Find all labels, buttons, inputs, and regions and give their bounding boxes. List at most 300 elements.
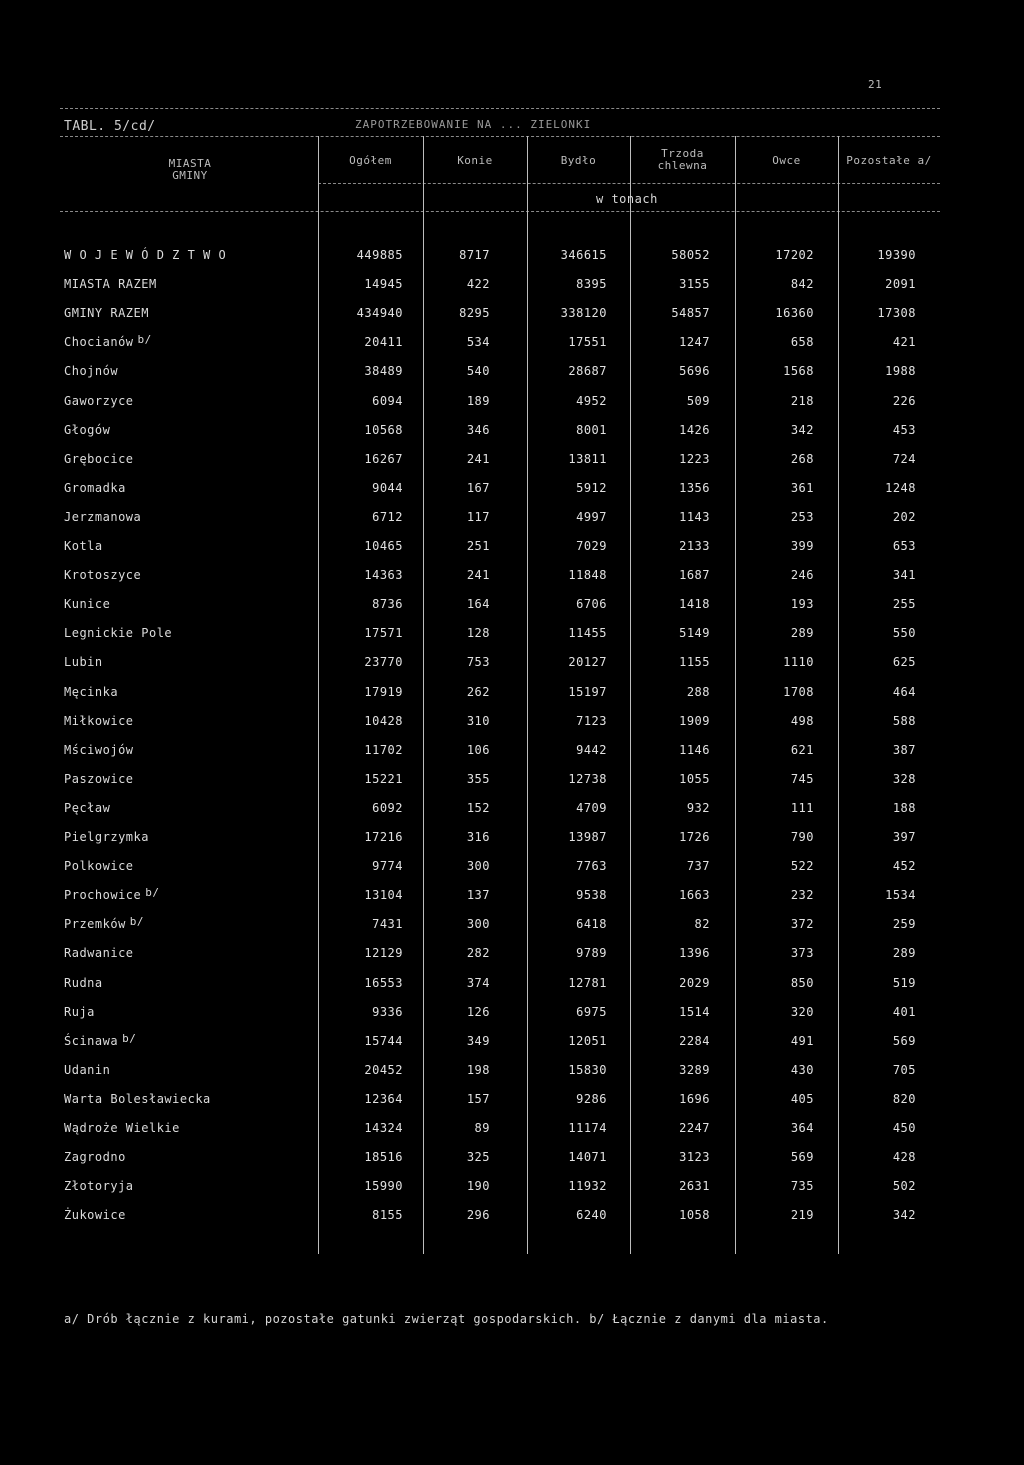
cell-value: 288 bbox=[686, 685, 710, 699]
row-name bbox=[64, 1208, 126, 1222]
cell-value: 534 bbox=[466, 335, 490, 349]
cell-value: 361 bbox=[790, 481, 814, 495]
table-row bbox=[0, 1121, 1024, 1141]
cell-value: 17308 bbox=[877, 306, 916, 320]
row-name bbox=[64, 714, 134, 728]
cell-value: 405 bbox=[790, 1092, 814, 1106]
row-name-text: Kunice bbox=[64, 597, 111, 611]
cell-value: 226 bbox=[892, 394, 916, 408]
table-row bbox=[0, 917, 1024, 937]
table-row bbox=[0, 423, 1024, 443]
cell-value: 11455 bbox=[568, 626, 607, 640]
table-row bbox=[0, 452, 1024, 472]
cell-value: 509 bbox=[686, 394, 710, 408]
column-header-sheep: Owce bbox=[772, 154, 801, 167]
cell-value: 16360 bbox=[775, 306, 814, 320]
cell-value: 58052 bbox=[671, 248, 710, 262]
cell-value: 1223 bbox=[679, 452, 710, 466]
row-name bbox=[64, 1034, 136, 1048]
footnote-mark: b/ bbox=[137, 333, 152, 346]
cell-value: 54857 bbox=[671, 306, 710, 320]
cell-value: 268 bbox=[790, 452, 814, 466]
cell-value: 10465 bbox=[364, 539, 403, 553]
row-name-text: Wądroże Wielkie bbox=[64, 1121, 180, 1135]
cell-value: 255 bbox=[892, 597, 916, 611]
cell-value: 653 bbox=[892, 539, 916, 553]
row-name bbox=[64, 859, 134, 873]
cell-value: 17216 bbox=[364, 830, 403, 844]
cell-value: 1396 bbox=[679, 946, 710, 960]
footnote-mark: b/ bbox=[122, 1032, 137, 1045]
row-name bbox=[64, 510, 141, 524]
row-name bbox=[64, 568, 141, 582]
footnote: a/ Drób łącznie z kurami, pozostałe gatunki zwierząt gospodarskich. b/ Łącznie z danymi dla miasta. bbox=[64, 1312, 829, 1326]
column-header-pigs: Trzoda chlewna bbox=[657, 147, 708, 172]
cell-value: 1426 bbox=[679, 423, 710, 437]
cell-value: 12129 bbox=[364, 946, 403, 960]
cell-value: 374 bbox=[466, 976, 490, 990]
table-row bbox=[0, 277, 1024, 297]
cell-value: 9538 bbox=[576, 888, 607, 902]
cell-value: 137 bbox=[466, 888, 490, 902]
row-name-text: Przemków bbox=[64, 917, 126, 931]
cell-value: 296 bbox=[466, 1208, 490, 1222]
table-row bbox=[0, 568, 1024, 588]
cell-value: 1418 bbox=[679, 597, 710, 611]
cell-value: 1514 bbox=[679, 1005, 710, 1019]
cell-value: 6094 bbox=[372, 394, 403, 408]
cell-value: 6240 bbox=[576, 1208, 607, 1222]
row-name bbox=[64, 1150, 126, 1164]
cell-value: 450 bbox=[892, 1121, 916, 1135]
cell-value: 232 bbox=[790, 888, 814, 902]
cell-value: 14945 bbox=[364, 277, 403, 291]
cell-value: 246 bbox=[790, 568, 814, 582]
row-name bbox=[64, 946, 134, 960]
cell-value: 8295 bbox=[459, 306, 490, 320]
cell-value: 1534 bbox=[885, 888, 916, 902]
cell-value: 569 bbox=[790, 1150, 814, 1164]
cell-value: 1155 bbox=[679, 655, 710, 669]
cell-value: 152 bbox=[466, 801, 490, 815]
cell-value: 346615 bbox=[560, 248, 607, 262]
row-name-text: Chojnów bbox=[64, 364, 119, 378]
cell-value: 4997 bbox=[576, 510, 607, 524]
cell-value: 13811 bbox=[568, 452, 607, 466]
cell-value: 9442 bbox=[576, 743, 607, 757]
cell-value: 502 bbox=[892, 1179, 916, 1193]
row-name-text: Chocianów bbox=[64, 335, 134, 349]
cell-value: 372 bbox=[790, 917, 814, 931]
cell-value: 753 bbox=[466, 655, 490, 669]
row-name bbox=[64, 1179, 134, 1193]
cell-value: 12051 bbox=[568, 1034, 607, 1048]
row-name bbox=[64, 743, 134, 757]
cell-value: 9789 bbox=[576, 946, 607, 960]
column-header-other: Pozostałe a/ bbox=[846, 154, 932, 167]
cell-value: 316 bbox=[466, 830, 490, 844]
cell-value: 128 bbox=[466, 626, 490, 640]
cell-value: 464 bbox=[892, 685, 916, 699]
cell-value: 289 bbox=[790, 626, 814, 640]
row-name-text: Pielgrzymka bbox=[64, 830, 149, 844]
cell-value: 38489 bbox=[364, 364, 403, 378]
table-row bbox=[0, 510, 1024, 530]
cell-value: 4952 bbox=[576, 394, 607, 408]
table-row bbox=[0, 335, 1024, 355]
cell-value: 14071 bbox=[568, 1150, 607, 1164]
table-row bbox=[0, 859, 1024, 879]
row-name-text: Mściwojów bbox=[64, 743, 134, 757]
cell-value: 1143 bbox=[679, 510, 710, 524]
cell-value: 167 bbox=[466, 481, 490, 495]
row-name bbox=[64, 248, 226, 262]
cell-value: 5912 bbox=[576, 481, 607, 495]
cell-value: 1568 bbox=[783, 364, 814, 378]
cell-value: 850 bbox=[790, 976, 814, 990]
cell-value: 1058 bbox=[679, 1208, 710, 1222]
cell-value: 16553 bbox=[364, 976, 403, 990]
cell-value: 190 bbox=[466, 1179, 490, 1193]
cell-value: 8717 bbox=[459, 248, 490, 262]
cell-value: 219 bbox=[790, 1208, 814, 1222]
table-row bbox=[0, 1092, 1024, 1112]
table-row bbox=[0, 1005, 1024, 1025]
header-bottom-rule bbox=[60, 211, 940, 212]
row-name-text: Krotoszyce bbox=[64, 568, 142, 582]
row-name-text: Zagrodno bbox=[64, 1150, 126, 1164]
cell-value: 421 bbox=[892, 335, 916, 349]
cell-value: 449885 bbox=[356, 248, 403, 262]
row-name-text: Udanin bbox=[64, 1063, 111, 1077]
top-rule bbox=[60, 108, 940, 109]
cell-value: 452 bbox=[892, 859, 916, 873]
row-name bbox=[64, 1092, 211, 1106]
row-name bbox=[64, 976, 103, 990]
cell-value: 1708 bbox=[783, 685, 814, 699]
cell-value: 23770 bbox=[364, 655, 403, 669]
row-name bbox=[64, 1063, 110, 1077]
cell-value: 1055 bbox=[679, 772, 710, 786]
cell-value: 342 bbox=[790, 423, 814, 437]
table-row bbox=[0, 1208, 1024, 1228]
cell-value: 364 bbox=[790, 1121, 814, 1135]
cell-value: 540 bbox=[466, 364, 490, 378]
cell-value: 7763 bbox=[576, 859, 607, 873]
table-row bbox=[0, 626, 1024, 646]
cell-value: 111 bbox=[790, 801, 814, 815]
row-name-text: Miłkowice bbox=[64, 714, 134, 728]
cell-value: 2631 bbox=[679, 1179, 710, 1193]
table-title: ZAPOTRZEBOWANIE NA ... ZIELONKI bbox=[355, 118, 592, 131]
cell-value: 2247 bbox=[679, 1121, 710, 1135]
row-name bbox=[64, 597, 110, 611]
row-name-text: Jerzmanowa bbox=[64, 510, 142, 524]
cell-value: 300 bbox=[466, 859, 490, 873]
cell-value: 251 bbox=[466, 539, 490, 553]
cell-value: 188 bbox=[892, 801, 916, 815]
cell-value: 282 bbox=[466, 946, 490, 960]
cell-value: 625 bbox=[892, 655, 916, 669]
cell-value: 491 bbox=[790, 1034, 814, 1048]
cell-value: 8736 bbox=[372, 597, 403, 611]
cell-value: 253 bbox=[790, 510, 814, 524]
row-name bbox=[64, 277, 157, 291]
cell-value: 6975 bbox=[576, 1005, 607, 1019]
table-row bbox=[0, 743, 1024, 763]
cell-value: 189 bbox=[466, 394, 490, 408]
cell-value: 126 bbox=[466, 1005, 490, 1019]
cell-value: 341 bbox=[892, 568, 916, 582]
cell-value: 12738 bbox=[568, 772, 607, 786]
cell-value: 15990 bbox=[364, 1179, 403, 1193]
cell-value: 737 bbox=[686, 859, 710, 873]
table-label: TABL. 5/cd/ bbox=[64, 119, 156, 134]
cell-value: 3289 bbox=[679, 1063, 710, 1077]
row-name-text: Grębocice bbox=[64, 452, 134, 466]
row-name bbox=[64, 801, 110, 815]
cell-value: 241 bbox=[466, 452, 490, 466]
cell-value: 9044 bbox=[372, 481, 403, 495]
cell-value: 2091 bbox=[885, 277, 916, 291]
table-row bbox=[0, 830, 1024, 850]
cell-value: 519 bbox=[892, 976, 916, 990]
cell-value: 522 bbox=[790, 859, 814, 873]
cell-value: 20452 bbox=[364, 1063, 403, 1077]
cell-value: 310 bbox=[466, 714, 490, 728]
cell-value: 17551 bbox=[568, 335, 607, 349]
cell-value: 15744 bbox=[364, 1034, 403, 1048]
cell-value: 2284 bbox=[679, 1034, 710, 1048]
cell-value: 6092 bbox=[372, 801, 403, 815]
cell-value: 1146 bbox=[679, 743, 710, 757]
cell-value: 18516 bbox=[364, 1150, 403, 1164]
row-name bbox=[64, 772, 134, 786]
table-row bbox=[0, 801, 1024, 821]
table-row bbox=[0, 1179, 1024, 1199]
cell-value: 9286 bbox=[576, 1092, 607, 1106]
table-row bbox=[0, 946, 1024, 966]
cell-value: 588 bbox=[892, 714, 916, 728]
cell-value: 1356 bbox=[679, 481, 710, 495]
table-row bbox=[0, 772, 1024, 792]
cell-value: 11932 bbox=[568, 1179, 607, 1193]
cell-value: 193 bbox=[790, 597, 814, 611]
cell-value: 262 bbox=[466, 685, 490, 699]
cell-value: 5696 bbox=[679, 364, 710, 378]
column-header-cattle: Bydło bbox=[560, 154, 597, 167]
row-name-text: Radwanice bbox=[64, 946, 134, 960]
row-name-text: Ruja bbox=[64, 1005, 95, 1019]
cell-value: 428 bbox=[892, 1150, 916, 1164]
cell-value: 1988 bbox=[885, 364, 916, 378]
cell-value: 8155 bbox=[372, 1208, 403, 1222]
cell-value: 15830 bbox=[568, 1063, 607, 1077]
cell-value: 9336 bbox=[372, 1005, 403, 1019]
header-mid-rule bbox=[318, 183, 940, 184]
row-name bbox=[64, 626, 172, 640]
cell-value: 550 bbox=[892, 626, 916, 640]
row-name bbox=[64, 830, 149, 844]
cell-value: 300 bbox=[466, 917, 490, 931]
table-row bbox=[0, 364, 1024, 384]
cell-value: 20127 bbox=[568, 655, 607, 669]
cell-value: 346 bbox=[466, 423, 490, 437]
cell-value: 1696 bbox=[679, 1092, 710, 1106]
cell-value: 11174 bbox=[568, 1121, 607, 1135]
cell-value: 89 bbox=[474, 1121, 490, 1135]
cell-value: 19390 bbox=[877, 248, 916, 262]
cell-value: 82 bbox=[694, 917, 710, 931]
cell-value: 5149 bbox=[679, 626, 710, 640]
row-name-text: Gromadka bbox=[64, 481, 126, 495]
cell-value: 20411 bbox=[364, 335, 403, 349]
cell-value: 15221 bbox=[364, 772, 403, 786]
cell-value: 14363 bbox=[364, 568, 403, 582]
cell-value: 342 bbox=[892, 1208, 916, 1222]
row-name bbox=[64, 335, 152, 349]
footnote-mark: b/ bbox=[145, 886, 160, 899]
row-name bbox=[64, 423, 110, 437]
cell-value: 569 bbox=[892, 1034, 916, 1048]
cell-value: 658 bbox=[790, 335, 814, 349]
cell-value: 453 bbox=[892, 423, 916, 437]
row-name-text: Polkowice bbox=[64, 859, 134, 873]
cell-value: 15197 bbox=[568, 685, 607, 699]
cell-value: 434940 bbox=[356, 306, 403, 320]
row-name-text: Gaworzyce bbox=[64, 394, 134, 408]
row-name-text: W O J E W Ó D Z T W O bbox=[64, 248, 227, 262]
row-name bbox=[64, 306, 149, 320]
cell-value: 106 bbox=[466, 743, 490, 757]
cell-value: 8001 bbox=[576, 423, 607, 437]
header-top-rule bbox=[60, 136, 940, 137]
cell-value: 1110 bbox=[783, 655, 814, 669]
cell-value: 8395 bbox=[576, 277, 607, 291]
row-name-text: Kotla bbox=[64, 539, 103, 553]
cell-value: 10568 bbox=[364, 423, 403, 437]
cell-value: 17571 bbox=[364, 626, 403, 640]
cell-value: 498 bbox=[790, 714, 814, 728]
cell-value: 7431 bbox=[372, 917, 403, 931]
cell-value: 164 bbox=[466, 597, 490, 611]
cell-value: 932 bbox=[686, 801, 710, 815]
cell-value: 745 bbox=[790, 772, 814, 786]
row-name-text: Rudna bbox=[64, 976, 103, 990]
cell-value: 820 bbox=[892, 1092, 916, 1106]
page-number: 21 bbox=[868, 78, 883, 91]
row-name bbox=[64, 364, 118, 378]
cell-value: 6418 bbox=[576, 917, 607, 931]
cell-value: 259 bbox=[892, 917, 916, 931]
cell-value: 1663 bbox=[679, 888, 710, 902]
cell-value: 157 bbox=[466, 1092, 490, 1106]
row-name-text: Legnickie Pole bbox=[64, 626, 173, 640]
table-row bbox=[0, 394, 1024, 414]
cell-value: 397 bbox=[892, 830, 916, 844]
footnote-mark: b/ bbox=[129, 915, 145, 928]
table-row bbox=[0, 597, 1024, 617]
table-row bbox=[0, 888, 1024, 908]
table-row bbox=[0, 481, 1024, 501]
row-name-text: MIASTA RAZEM bbox=[64, 277, 157, 291]
cell-value: 289 bbox=[892, 946, 916, 960]
cell-value: 7123 bbox=[576, 714, 607, 728]
stub-header: MIASTA GMINY bbox=[168, 157, 212, 182]
cell-value: 1247 bbox=[679, 335, 710, 349]
row-name-text: Ścinawa bbox=[64, 1034, 119, 1048]
row-name bbox=[64, 655, 103, 669]
row-name bbox=[64, 888, 160, 902]
cell-value: 12364 bbox=[364, 1092, 403, 1106]
cell-value: 735 bbox=[790, 1179, 814, 1193]
cell-value: 12781 bbox=[568, 976, 607, 990]
column-header-total: Ogółem bbox=[349, 154, 392, 167]
table-row bbox=[0, 976, 1024, 996]
cell-value: 724 bbox=[892, 452, 916, 466]
table-row bbox=[0, 539, 1024, 559]
row-name bbox=[64, 539, 103, 553]
cell-value: 14324 bbox=[364, 1121, 403, 1135]
cell-value: 7029 bbox=[576, 539, 607, 553]
cell-value: 399 bbox=[790, 539, 814, 553]
cell-value: 4709 bbox=[576, 801, 607, 815]
table-row bbox=[0, 306, 1024, 326]
cell-value: 11848 bbox=[568, 568, 607, 582]
cell-value: 28687 bbox=[568, 364, 607, 378]
row-name-text: Złotoryja bbox=[64, 1179, 134, 1193]
row-name-text: GMINY RAZEM bbox=[64, 306, 149, 320]
cell-value: 1248 bbox=[885, 481, 916, 495]
cell-value: 705 bbox=[892, 1063, 916, 1077]
table-row bbox=[0, 248, 1024, 268]
cell-value: 621 bbox=[790, 743, 814, 757]
row-name bbox=[64, 394, 134, 408]
table-row bbox=[0, 655, 1024, 675]
cell-value: 373 bbox=[790, 946, 814, 960]
cell-value: 17919 bbox=[364, 685, 403, 699]
table-row bbox=[0, 714, 1024, 734]
row-name bbox=[64, 1121, 180, 1135]
cell-value: 6706 bbox=[576, 597, 607, 611]
row-name bbox=[64, 685, 118, 699]
table-row bbox=[0, 1063, 1024, 1083]
cell-value: 10428 bbox=[364, 714, 403, 728]
table-row bbox=[0, 685, 1024, 705]
cell-value: 117 bbox=[466, 510, 490, 524]
cell-value: 355 bbox=[466, 772, 490, 786]
cell-value: 338120 bbox=[560, 306, 607, 320]
row-name bbox=[64, 452, 134, 466]
cell-value: 1909 bbox=[679, 714, 710, 728]
cell-value: 842 bbox=[790, 277, 814, 291]
cell-value: 13104 bbox=[364, 888, 403, 902]
cell-value: 11702 bbox=[364, 743, 403, 757]
cell-value: 3123 bbox=[679, 1150, 710, 1164]
cell-value: 6712 bbox=[372, 510, 403, 524]
cell-value: 1726 bbox=[679, 830, 710, 844]
cell-value: 241 bbox=[466, 568, 490, 582]
row-name-text: Paszowice bbox=[64, 772, 134, 786]
cell-value: 328 bbox=[892, 772, 916, 786]
cell-value: 9774 bbox=[372, 859, 403, 873]
cell-value: 218 bbox=[790, 394, 814, 408]
cell-value: 320 bbox=[790, 1005, 814, 1019]
cell-value: 401 bbox=[892, 1005, 916, 1019]
cell-value: 1687 bbox=[679, 568, 710, 582]
cell-value: 202 bbox=[892, 510, 916, 524]
cell-value: 2133 bbox=[679, 539, 710, 553]
